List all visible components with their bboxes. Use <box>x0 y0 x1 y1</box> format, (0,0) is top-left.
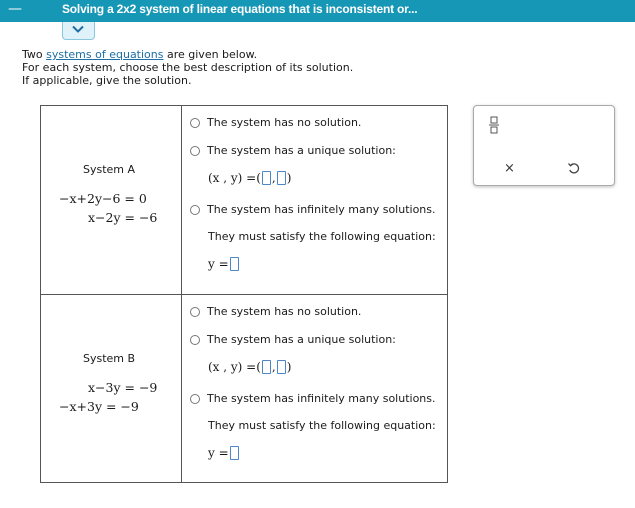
system-b-equation-2: −x+3y = −9 <box>59 399 139 414</box>
systems-link[interactable]: systems of equations <box>46 48 164 61</box>
system-b-no-solution-option[interactable] <box>190 305 361 318</box>
radio-button[interactable] <box>190 394 200 404</box>
system-b-row <box>41 295 447 482</box>
math-label: y = <box>208 446 229 460</box>
system-a-label: System A <box>83 163 136 176</box>
option-label: The system has no solution. <box>207 116 362 129</box>
system-a-options <box>182 106 447 294</box>
system-a-no-solution-option[interactable] <box>190 116 361 129</box>
intro-line-2: For each system, choose the best description of its solution. <box>22 61 354 74</box>
math-toolbar <box>473 105 615 186</box>
fraction-icon[interactable] <box>488 116 500 134</box>
intro-line-3: If applicable, give the solution. <box>22 74 192 87</box>
system-b-y-equation-input[interactable] <box>230 446 239 460</box>
undo-icon[interactable] <box>567 161 581 175</box>
system-a-cell <box>41 106 182 294</box>
math-label: (x , y) = <box>208 171 257 185</box>
system-a-equation-1: −x+2y−6 = 0 <box>59 191 147 206</box>
header-bar <box>0 0 635 22</box>
system-b-unique-answer: (x , y) = ( , ) <box>208 360 292 374</box>
system-a-equation-answer <box>208 257 240 271</box>
expand-toggle-button[interactable] <box>62 22 95 40</box>
system-b-infinite-option[interactable] <box>190 392 436 405</box>
clear-button[interactable]: × <box>504 161 515 176</box>
radio-button[interactable] <box>190 205 200 215</box>
option-label: The system has infinitely many solutions. <box>207 392 436 405</box>
system-a-equation-2: x−2y = −6 <box>88 210 158 225</box>
system-a-unique-option[interactable] <box>190 144 396 157</box>
system-a-infinite-option[interactable] <box>190 203 436 216</box>
math-label: (x , y) = <box>208 360 257 374</box>
menu-icon[interactable]: — <box>8 1 22 17</box>
system-b-equation-answer <box>208 446 240 460</box>
system-b-unique-option[interactable] <box>190 333 396 346</box>
system-a-y-input[interactable] <box>277 171 286 185</box>
radio-button[interactable] <box>190 307 200 317</box>
radio-button[interactable] <box>190 118 200 128</box>
intro-text: Two <box>22 48 47 61</box>
option-label: The system has infinitely many solutions. <box>207 203 436 216</box>
system-a-unique-answer: (x , y) = ( , ) <box>208 171 292 185</box>
instructions <box>22 48 353 87</box>
must-satisfy-text: They must satisfy the following equation: <box>208 230 436 243</box>
systems-table <box>40 105 448 483</box>
chevron-down-icon <box>72 25 84 34</box>
system-a-row <box>41 106 447 295</box>
math-label: y = <box>208 257 229 271</box>
system-b-y-input[interactable] <box>277 360 286 374</box>
radio-button[interactable] <box>190 335 200 345</box>
must-satisfy-text: They must satisfy the following equation: <box>208 419 436 432</box>
option-label: The system has a unique solution: <box>207 144 396 157</box>
system-b-cell <box>41 295 182 482</box>
option-label: The system has a unique solution: <box>207 333 396 346</box>
system-a-y-equation-input[interactable] <box>230 257 239 271</box>
option-label: The system has no solution. <box>207 305 362 318</box>
page-title: Solving a 2x2 system of linear equations that is inconsistent or... <box>62 2 418 16</box>
radio-button[interactable] <box>190 146 200 156</box>
intro-text: are given below. <box>163 48 258 61</box>
system-b-x-input[interactable] <box>262 360 271 374</box>
system-b-equation-1: x−3y = −9 <box>88 380 158 395</box>
system-b-options <box>182 295 447 482</box>
system-a-x-input[interactable] <box>262 171 271 185</box>
system-b-label: System B <box>83 352 136 365</box>
